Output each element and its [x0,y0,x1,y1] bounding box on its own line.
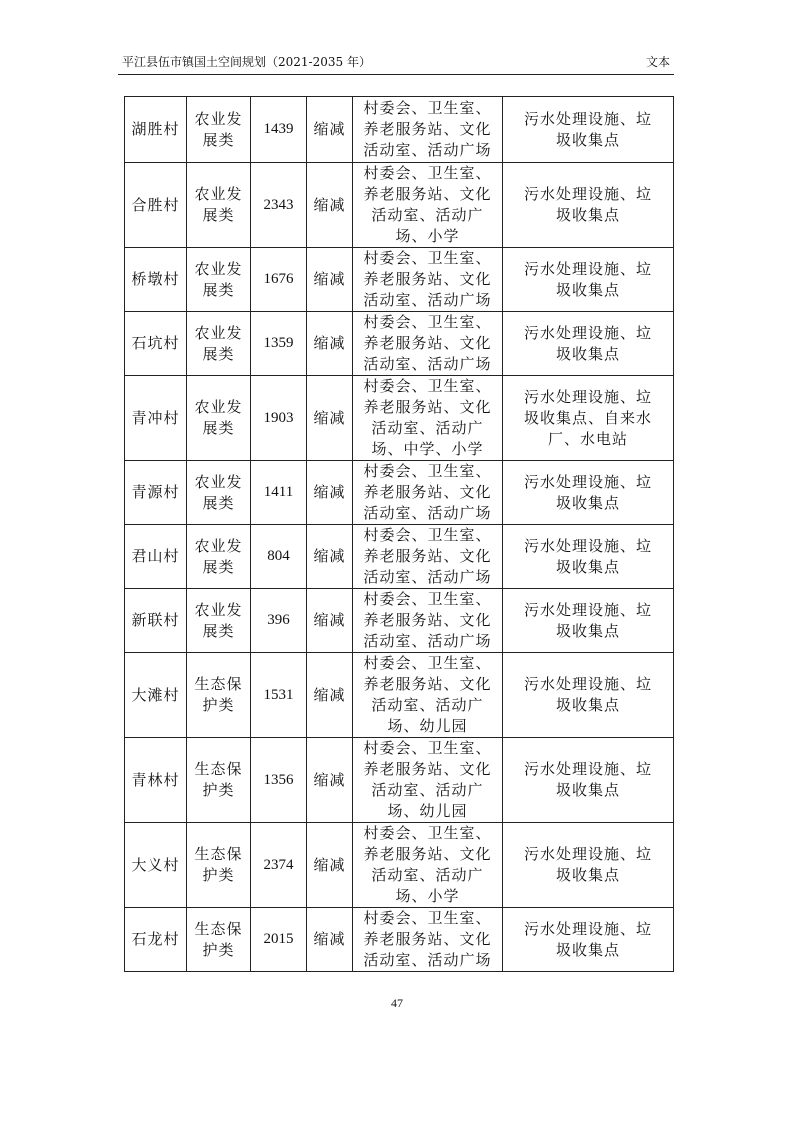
trend-cell: 缩减 [307,163,353,248]
village-planning-table [124,96,674,972]
village-type-line: 农业发 [194,600,243,619]
infrastructure-line: 污水处理设施、垃 [523,760,652,778]
infrastructure-line: 圾收集点 [555,621,620,640]
facilities-line: 养老服务站、文化 [363,483,492,501]
village-type-cell [187,248,251,312]
village-name-cell: 湖胜村 [125,97,187,163]
table-row [125,248,674,312]
infrastructure-line: 污水处理设施、垃 [523,600,652,619]
infrastructure-line: 污水处理设施、垃 [523,845,652,863]
facilities-cell [353,823,503,908]
facilities-cell [353,97,503,163]
population-cell: 1411 [251,461,307,525]
table-row [125,461,674,525]
infrastructure-line: 圾收集点、自来水 [523,408,652,427]
infrastructure-cell [503,823,674,908]
facilities-line: 村委会、卫生室、 [363,654,492,672]
facilities-cell [353,908,503,972]
village-type-line: 展类 [202,280,235,299]
trend-cell: 缩减 [307,823,353,908]
trend-cell: 缩减 [307,738,353,823]
village-type-line: 农业发 [194,109,243,128]
facilities-line: 活动室、活动广 [371,206,484,224]
village-type-line: 生态保 [194,760,243,778]
infrastructure-line: 污水处理设施、垃 [523,536,652,555]
table-row [125,376,674,461]
population-cell: 1439 [251,97,307,163]
facilities-line: 养老服务站、文化 [363,675,492,693]
facilities-cell [353,248,503,312]
infrastructure-line: 圾收集点 [555,344,620,363]
infrastructure-cell [503,163,674,248]
infrastructure-cell [503,908,674,972]
village-type-line: 展类 [202,493,235,512]
facilities-line: 村委会、卫生室、 [363,824,492,842]
village-name-cell: 桥墩村 [125,248,187,312]
village-type-line: 农业发 [194,536,243,555]
facilities-line: 养老服务站、文化 [363,398,492,416]
page-header [118,52,674,75]
facilities-cell [353,653,503,738]
population-cell: 1676 [251,248,307,312]
trend-cell: 缩减 [307,653,353,738]
village-type-line: 展类 [202,344,235,363]
village-type-line: 生态保 [194,675,243,693]
table-row [125,525,674,589]
table-row [125,823,674,908]
trend-cell: 缩减 [307,97,353,163]
facilities-line: 村委会、卫生室、 [363,739,492,757]
facilities-line: 村委会、卫生室、 [363,313,492,331]
facilities-line: 活动室、活动广 [371,696,484,714]
village-name-cell: 青冲村 [125,376,187,461]
infrastructure-cell [503,525,674,589]
infrastructure-line: 污水处理设施、垃 [523,259,652,278]
population-cell: 804 [251,525,307,589]
village-name-cell: 大滩村 [125,653,187,738]
trend-cell: 缩减 [307,461,353,525]
trend-cell: 缩减 [307,376,353,461]
village-type-cell [187,589,251,653]
infrastructure-line: 圾收集点 [555,866,620,884]
infrastructure-cell [503,738,674,823]
facilities-line: 村委会、卫生室、 [363,462,492,480]
infrastructure-cell [503,248,674,312]
facilities-cell [353,738,503,823]
village-type-cell [187,97,251,163]
village-type-line: 展类 [202,419,235,437]
facilities-line: 场、幼儿园 [387,802,468,820]
table-row [125,312,674,376]
infrastructure-cell [503,461,674,525]
population-cell: 1531 [251,653,307,738]
village-type-line: 展类 [202,557,235,576]
population-cell: 1359 [251,312,307,376]
document-title: 平江县伍市镇国土空间规划（2021-2035 年） [122,55,371,69]
village-name-cell: 青林村 [125,738,187,823]
facilities-line: 养老服务站、文化 [363,611,492,629]
village-type-cell [187,908,251,972]
table-row [125,163,674,248]
infrastructure-cell [503,589,674,653]
trend-cell: 缩减 [307,312,353,376]
facilities-line: 养老服务站、文化 [363,334,492,352]
village-name-cell: 石坑村 [125,312,187,376]
facilities-cell [353,312,503,376]
facilities-line: 活动室、活动广场 [363,355,492,373]
village-type-line: 生态保 [194,919,243,938]
infrastructure-cell [503,97,674,163]
facilities-line: 场、中学、小学 [371,440,484,458]
infrastructure-line: 污水处理设施、垃 [523,919,652,938]
village-type-line: 展类 [202,130,235,149]
facilities-cell [353,376,503,461]
infrastructure-line: 圾收集点 [555,940,620,959]
table-row [125,97,674,163]
village-name-cell: 君山村 [125,525,187,589]
facilities-line: 活动室、活动广场 [363,141,492,159]
village-name-cell: 新联村 [125,589,187,653]
trend-cell: 缩减 [307,525,353,589]
facilities-line: 村委会、卫生室、 [363,99,492,117]
infrastructure-line: 圾收集点 [555,280,620,299]
table-row [125,653,674,738]
trend-cell: 缩减 [307,908,353,972]
population-cell: 1356 [251,738,307,823]
facilities-line: 养老服务站、文化 [363,930,492,948]
infrastructure-line: 污水处理设施、垃 [523,323,652,342]
infrastructure-cell [503,312,674,376]
infrastructure-line: 污水处理设施、垃 [523,472,652,491]
village-type-line: 农业发 [194,323,243,342]
infrastructure-line: 圾收集点 [555,696,620,714]
facilities-cell [353,461,503,525]
village-type-cell [187,376,251,461]
facilities-line: 养老服务站、文化 [363,185,492,203]
facilities-line: 活动室、活动广场 [363,632,492,650]
village-type-cell [187,823,251,908]
village-type-cell [187,312,251,376]
facilities-line: 养老服务站、文化 [363,760,492,778]
infrastructure-line: 污水处理设施、垃 [523,675,652,693]
village-type-cell [187,738,251,823]
village-type-line: 农业发 [194,398,243,416]
facilities-line: 村委会、卫生室、 [363,590,492,608]
village-name-cell: 合胜村 [125,163,187,248]
infrastructure-line: 圾收集点 [555,493,620,512]
facilities-line: 村委会、卫生室、 [363,249,492,267]
village-type-line: 护类 [202,781,235,799]
village-name-cell: 大义村 [125,823,187,908]
village-name-cell: 石龙村 [125,908,187,972]
infrastructure-line: 圾收集点 [555,206,620,224]
village-name-cell: 青源村 [125,461,187,525]
village-type-line: 护类 [202,696,235,714]
section-label: 文本 [645,55,670,69]
village-type-cell [187,163,251,248]
facilities-cell [353,163,503,248]
village-type-line: 农业发 [194,472,243,491]
village-type-line: 护类 [202,940,235,959]
village-type-cell [187,461,251,525]
table-row [125,908,674,972]
infrastructure-line: 圾收集点 [555,130,620,149]
facilities-line: 养老服务站、文化 [363,845,492,863]
facilities-line: 活动室、活动广 [371,781,484,799]
facilities-line: 养老服务站、文化 [363,120,492,138]
facilities-line: 场、小学 [395,887,460,905]
facilities-cell [353,589,503,653]
infrastructure-line: 污水处理设施、垃 [523,109,652,128]
population-cell: 1903 [251,376,307,461]
facilities-line: 养老服务站、文化 [363,547,492,565]
population-cell: 2343 [251,163,307,248]
village-type-cell [187,653,251,738]
population-cell: 396 [251,589,307,653]
facilities-line: 活动室、活动广场 [363,568,492,586]
facilities-line: 活动室、活动广 [371,866,484,884]
village-type-line: 展类 [202,621,235,640]
facilities-line: 村委会、卫生室、 [363,164,492,182]
trend-cell: 缩减 [307,248,353,312]
facilities-line: 活动室、活动广场 [363,504,492,522]
population-cell: 2374 [251,823,307,908]
infrastructure-line: 圾收集点 [555,557,620,576]
facilities-line: 村委会、卫生室、 [363,526,492,544]
trend-cell: 缩减 [307,589,353,653]
infrastructure-line: 污水处理设施、垃 [523,387,652,406]
village-type-line: 展类 [202,206,235,224]
table-row [125,738,674,823]
table-row [125,589,674,653]
facilities-line: 活动室、活动广场 [363,291,492,309]
facilities-cell [353,525,503,589]
infrastructure-line: 厂、水电站 [547,429,628,448]
village-type-line: 农业发 [194,185,243,203]
facilities-line: 活动室、活动广 [371,419,484,437]
population-cell: 2015 [251,908,307,972]
infrastructure-cell [503,376,674,461]
page-number: 47 [391,996,403,1010]
facilities-line: 村委会、卫生室、 [363,909,492,927]
village-type-cell [187,525,251,589]
facilities-line: 村委会、卫生室、 [363,377,492,395]
facilities-line: 场、幼儿园 [387,717,468,735]
infrastructure-cell [503,653,674,738]
facilities-line: 场、小学 [395,227,460,245]
village-type-line: 农业发 [194,259,243,278]
infrastructure-line: 污水处理设施、垃 [523,185,652,203]
infrastructure-line: 圾收集点 [555,781,620,799]
village-type-line: 护类 [202,866,235,884]
table-body [125,97,674,972]
facilities-line: 活动室、活动广场 [363,951,492,969]
village-type-line: 生态保 [194,845,243,863]
facilities-line: 养老服务站、文化 [363,270,492,288]
